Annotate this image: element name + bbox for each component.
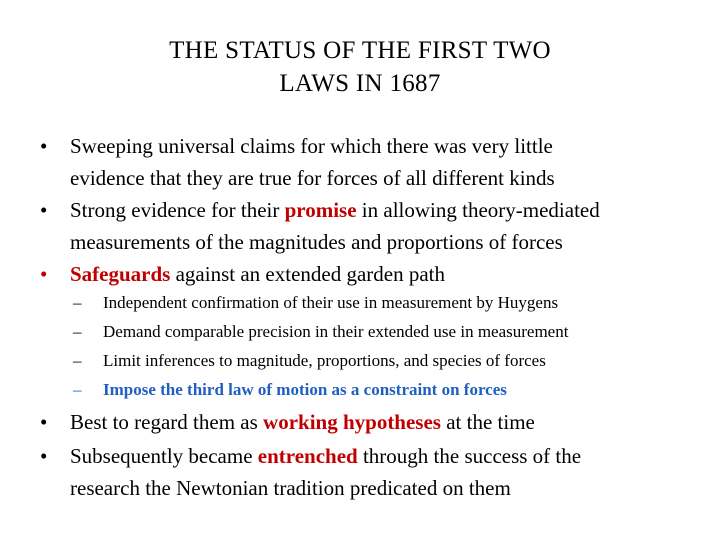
text-segment: at the time [440, 410, 535, 434]
bullet-text-line-1 [70, 440, 700, 472]
highlight-entrenched: entrenched [257, 444, 358, 468]
bullet-text-line-1 [70, 406, 700, 438]
text-segment: in allowing theory-mediated [356, 198, 600, 222]
title-line-1: THE STATUS OF THE FIRST TWO [169, 37, 551, 64]
text-segment: Subsequently became [70, 444, 258, 468]
bullet-text-line-1 [70, 194, 700, 226]
highlight-safeguards: Safeguards [70, 262, 171, 286]
bullet-item-4 [40, 406, 700, 438]
bullet-marker: • [40, 262, 48, 286]
slide-title [0, 34, 720, 100]
sub-bullet-text: Limit inferences to magnitude, proportions, and species of forces [103, 351, 546, 370]
text-segment: Strong evidence for their [70, 198, 285, 222]
sub-bullet-text-highlighted: Impose the third law of motion as a constraint on forces [103, 380, 507, 399]
highlight-promise: promise [284, 198, 357, 222]
title-line-2: LAWS IN 1687 [279, 70, 441, 97]
bullet-text-line-1 [70, 258, 700, 290]
bullet-item-3 [40, 258, 700, 290]
dash-marker: – [73, 351, 82, 370]
sub-bullet-text: Demand comparable precision in their extended use in measurement [103, 322, 569, 341]
bullet-marker: • [40, 198, 48, 222]
bullet-marker: • [40, 444, 48, 468]
text-segment: Best to regard them as [70, 410, 264, 434]
highlight-working-hypotheses: working hypotheses [263, 410, 441, 434]
dash-marker: – [73, 380, 82, 399]
dash-marker: – [73, 322, 82, 341]
bullet-marker: • [40, 134, 48, 158]
text-segment: against an extended garden path [170, 262, 445, 286]
bullet-marker: • [40, 410, 48, 434]
bullet-text-line-2: measurements of the magnitudes and proportions of forces [70, 230, 563, 254]
text-segment: through the success of the [357, 444, 582, 468]
bullet-item-5 [40, 440, 700, 504]
dash-marker: – [73, 293, 82, 312]
sub-bullet-1 [73, 288, 693, 317]
bullet-item-2 [40, 194, 700, 258]
bullet-text-line-2: evidence that they are true for forces of all different kinds [70, 166, 555, 190]
sub-bullet-text: Independent confirmation of their use in measurement by Huygens [103, 293, 559, 312]
sub-bullet-2 [73, 317, 693, 346]
bullet-text-line-1: Sweeping universal claims for which there was very little [70, 134, 553, 158]
sub-bullet-4 [73, 375, 693, 404]
bullet-text-line-2: research the Newtonian tradition predicated on them [70, 476, 511, 500]
sub-bullet-3 [73, 346, 693, 375]
bullet-item-1 [40, 130, 700, 194]
